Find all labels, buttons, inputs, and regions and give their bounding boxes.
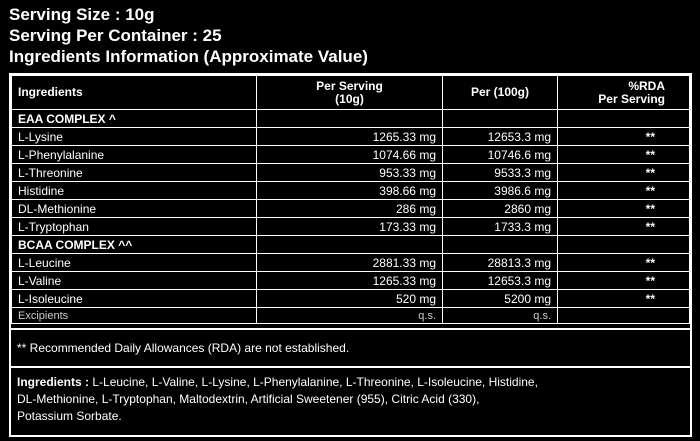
ingredient-name: Histidine: [12, 182, 257, 200]
ingredients-label: Ingredients :: [17, 375, 90, 389]
per-100g-value: 9533.3 mg: [443, 164, 558, 182]
ingredient-name: L-Valine: [12, 272, 257, 290]
excipients-name: Excipients: [12, 308, 257, 324]
col-per-serving: Per Serving (10g): [257, 76, 443, 110]
nutrition-panel: [9, 73, 692, 437]
serving-size: Serving Size : 10g: [9, 5, 155, 24]
per-100g-value: 5200 mg: [443, 290, 558, 308]
table-row: [12, 200, 690, 218]
section-title: EAA COMPLEX ^: [12, 110, 257, 128]
excipients-rda: [558, 308, 690, 324]
per-serving-value: 286 mg: [257, 200, 443, 218]
rda-value: **: [558, 146, 690, 164]
per-serving-value: 173.33 mg: [257, 218, 443, 236]
rda-value: **: [558, 218, 690, 236]
table-row: [12, 146, 690, 164]
table-row: [12, 290, 690, 308]
excipients-per-serving: q.s.: [257, 308, 443, 324]
section-title: BCAA COMPLEX ^^: [12, 236, 257, 254]
per-serving-value: 398.66 mg: [257, 182, 443, 200]
per-100g-value: 10746.6 mg: [443, 146, 558, 164]
per-100g-value: 3986.6 mg: [443, 182, 558, 200]
ingredient-name: L-Threonine: [12, 164, 257, 182]
table-row: [12, 254, 690, 272]
col-ingredients: Ingredients: [12, 76, 257, 110]
section-empty-cell: [257, 236, 443, 254]
ingredient-name: L-Phenylalanine: [12, 146, 257, 164]
per-serving-value: 1074.66 mg: [257, 146, 443, 164]
rda-value: **: [558, 290, 690, 308]
per-100g-value: 1733.3 mg: [443, 218, 558, 236]
per-100g-value: 12653.3 mg: [443, 272, 558, 290]
table-row: [12, 218, 690, 236]
rda-value: **: [558, 200, 690, 218]
section-empty-cell: [443, 110, 558, 128]
ingredient-name: L-Isoleucine: [12, 290, 257, 308]
per-100g-value: 2860 mg: [443, 200, 558, 218]
col-per-100g: Per (100g): [443, 76, 558, 110]
per-100g-value: 28813.3 mg: [443, 254, 558, 272]
rda-value: **: [558, 254, 690, 272]
ingredients-info-title: Ingredients Information (Approximate Value): [9, 47, 368, 66]
table-row: [12, 128, 690, 146]
ingredient-name: DL-Methionine: [12, 200, 257, 218]
rda-value: **: [558, 182, 690, 200]
section-row: [12, 236, 690, 254]
section-empty-cell: [558, 236, 690, 254]
rda-value: **: [558, 272, 690, 290]
section-empty-cell: [443, 236, 558, 254]
table-row: [12, 182, 690, 200]
col-rda: %RDA Per Serving: [558, 76, 690, 110]
ingredient-name: L-Tryptophan: [12, 218, 257, 236]
rda-value: **: [558, 128, 690, 146]
ingredient-name: L-Leucine: [12, 254, 257, 272]
per-serving-value: 953.33 mg: [257, 164, 443, 182]
table-header-row: [12, 76, 690, 110]
rda-note: ** Recommended Daily Allowances (RDA) are not established.: [11, 328, 690, 368]
table-row: [12, 272, 690, 290]
serving-per-container: Serving Per Container : 25: [9, 26, 222, 45]
ingredient-name: L-Lysine: [12, 128, 257, 146]
ingredients-table: [11, 75, 690, 324]
excipients-per-100g: q.s.: [443, 308, 558, 324]
per-serving-value: 520 mg: [257, 290, 443, 308]
section-empty-cell: [558, 110, 690, 128]
ingredients-list: [11, 368, 690, 425]
ingredients-text: L-Leucine, L-Valine, L-Lysine, L-Phenylalanine, L-Threonine, L-Isoleucine, Histidine, DL-Methionine, L-Tryptophan, Maltodextrin, Artificial Sweetener (955), Citric Acid (330), Potassium Sorbate.: [17, 375, 538, 423]
table-row: [12, 164, 690, 182]
excipients-row: [12, 308, 690, 324]
label-header: [0, 0, 700, 67]
table-body: [12, 110, 690, 324]
rda-value: **: [558, 164, 690, 182]
section-row: [12, 110, 690, 128]
section-empty-cell: [257, 110, 443, 128]
per-serving-value: 1265.33 mg: [257, 128, 443, 146]
per-100g-value: 12653.3 mg: [443, 128, 558, 146]
per-serving-value: 2881.33 mg: [257, 254, 443, 272]
per-serving-value: 1265.33 mg: [257, 272, 443, 290]
